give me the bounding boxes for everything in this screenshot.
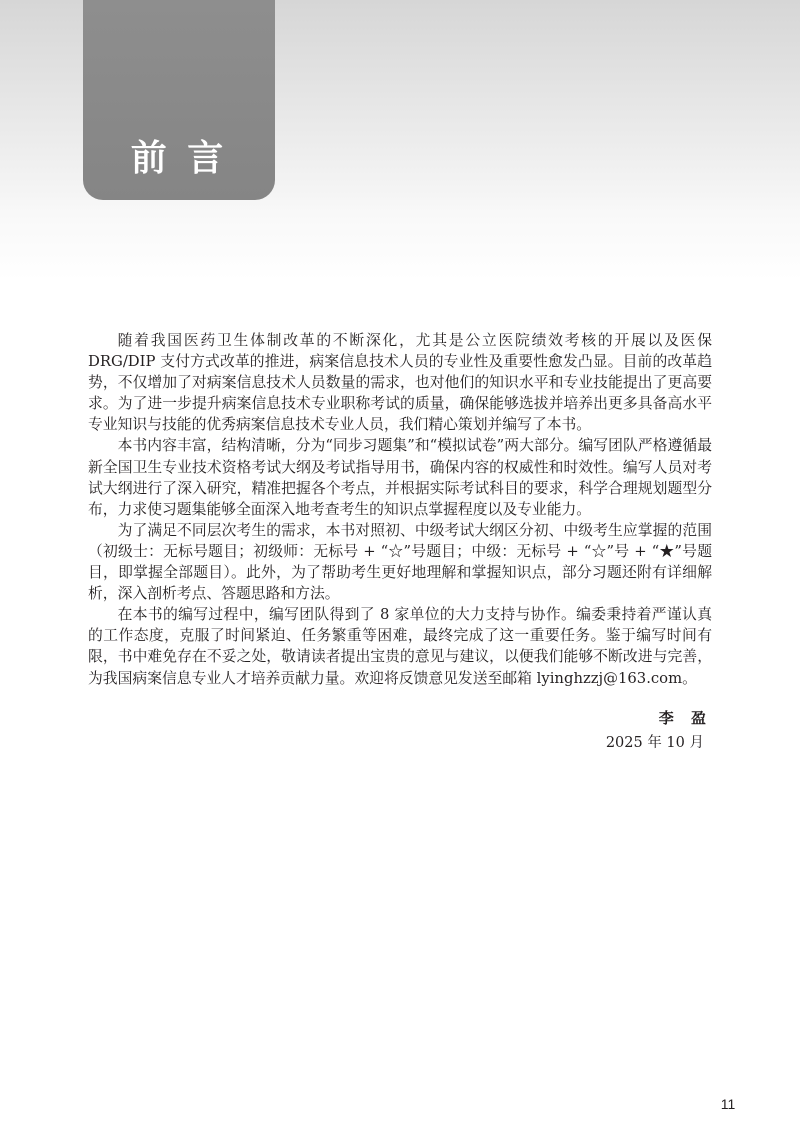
chapter-title-tab	[83, 0, 275, 200]
paragraph-3: 为了满足不同层次考生的需求，本书对照初、中级考试大纲区分初、中级考生应掌握的范围（初级士：无标号题目；初级师：无标号 + “☆”号题目；中级：无标号 + “☆”号 + “★”号题目，即掌握全部题目）。此外，为了帮助考生更好地理解和掌握知识点，部分习题还附有详细解析，深入剖析考点、答题思路和方法。	[88, 521, 712, 603]
preface-body	[88, 330, 712, 689]
signature-date: 2025 年 10 月	[605, 735, 704, 751]
page-number: 11	[720, 1096, 736, 1112]
paragraph-4: 在本书的编写过程中，编写团队得到了 8 家单位的大力支持与协作。编委秉持着严谨认真的工作态度，克服了时间紧迫、任务繁重等困难，最终完成了这一重要任务。鉴于编写时间有限，书中难免存在不妥之处，敬请读者提出宝贵的意见与建议，以便我们能够不断改进与完善，为我国病案信息专业人才培养贡献力量。欢迎将反馈意见发送至邮箱 lyinghzzj@163.com。	[88, 606, 712, 687]
chapter-title: 前 言	[130, 138, 228, 179]
paragraph-1: 随着我国医药卫生体制改革的不断深化，尤其是公立医院绩效考核的开展以及医保 DRG/DIP 支付方式改革的推进，病案信息技术人员的专业性及重要性愈发凸显。目前的改革趋势，不仅增加了对病案信息技术人员数量的需求，也对他们的知识水平和专业技能提出了更高要求。为了进一步提升病案信息技术专业职称考试的质量，确保能够选拔并培养出更多具备高水平专业知识与技能的优秀病案信息技术专业人员，我们精心策划并编写了本书。	[88, 332, 712, 434]
paragraph-2: 本书内容丰富，结构清晰，分为“同步习题集”和“模拟试卷”两大部分。编写团队严格遵循最新全国卫生专业技术资格考试大纲及考试指导用书，确保内容的权威性和时效性。编写人员对考试大纲进行了深入研究，精准把握各个考点，并根据实际考试科目的要求，科学合理规划题型分布，力求使习题集能够全面深入地考查考生的知识点掌握程度以及专业能力。	[88, 437, 712, 518]
author-signature: 李 盈	[658, 709, 712, 727]
